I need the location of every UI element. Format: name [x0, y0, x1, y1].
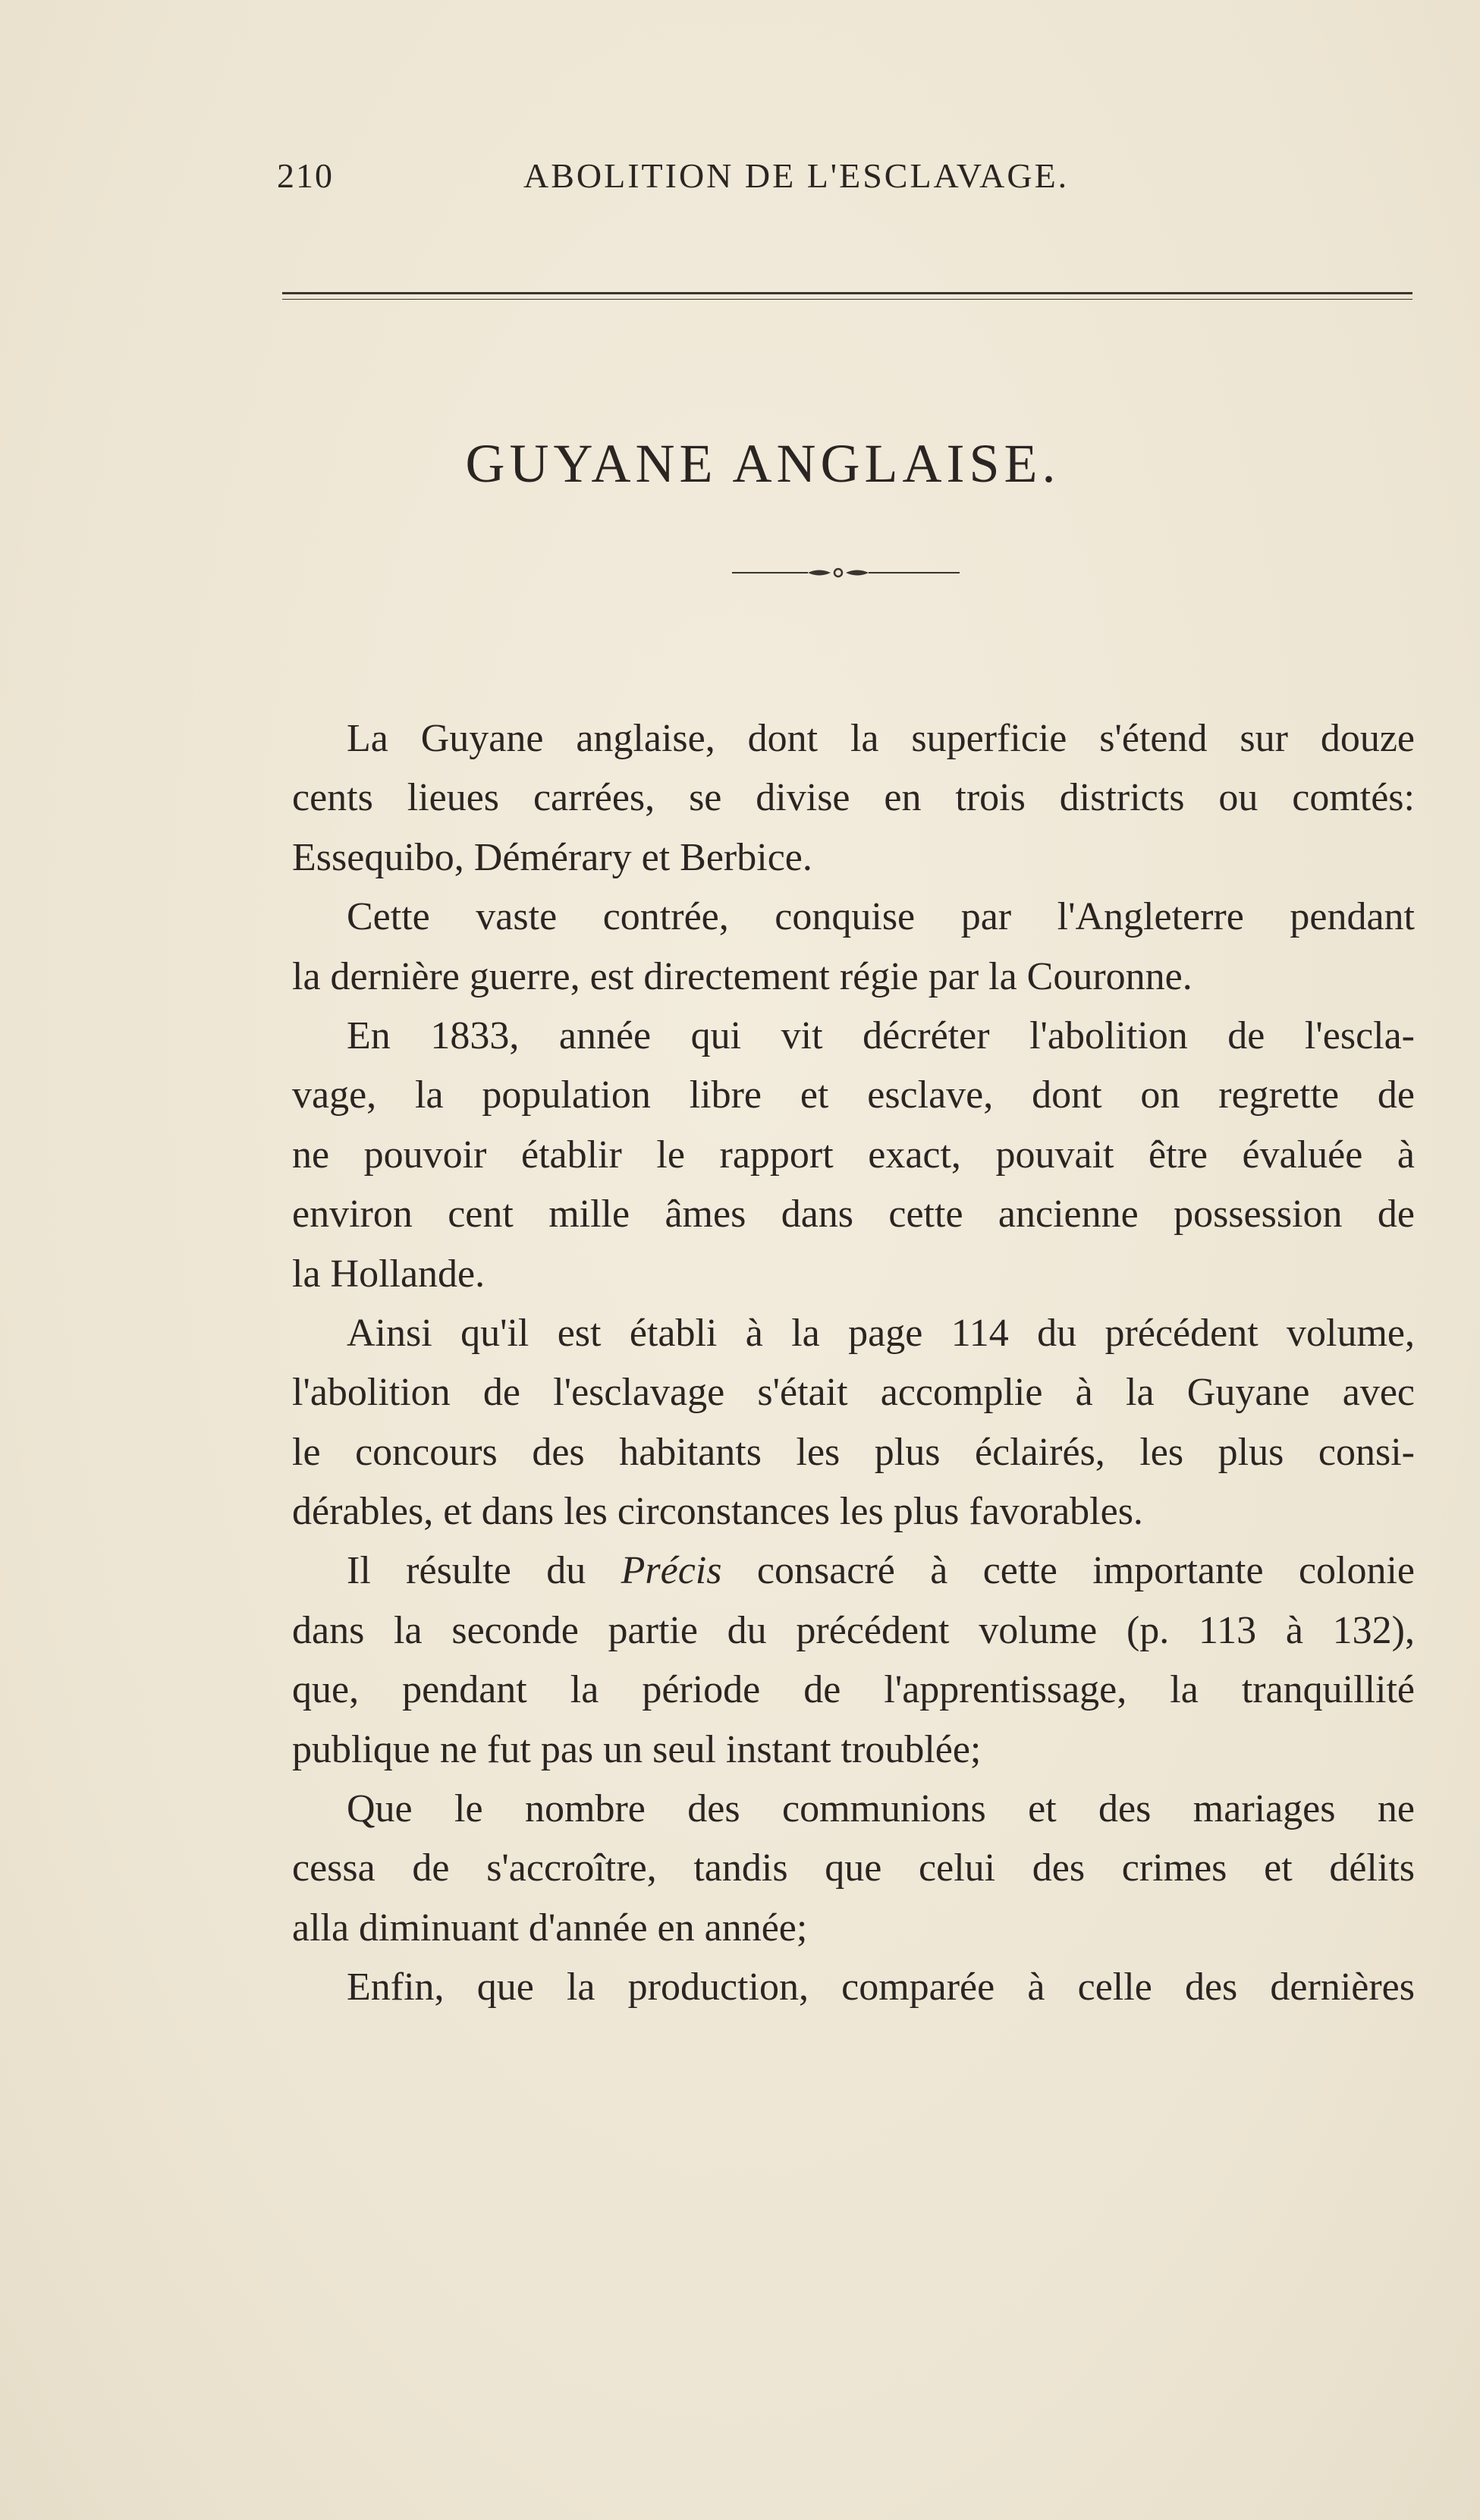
text-line: vage, la population libre et esclave, dont on regrette de: [292, 1073, 1415, 1117]
text-line: dans la seconde partie du précédent volume (p. 113 à 132),: [292, 1608, 1415, 1652]
text-line: [292, 1541, 1415, 1601]
text-line: cents lieues carrées, se divise en trois districts ou comtés:: [292, 776, 1415, 820]
text-line: Que le nombre des communions et des mariages ne: [347, 1787, 1415, 1831]
running-title: ABOLITION DE L'ESCLAVAGE.: [523, 156, 1070, 195]
text-line: la dernière guerre, est directement régie par la Couronne.: [292, 954, 1192, 998]
header-rule: [282, 292, 1412, 300]
text-line: En 1833, année qui vit décréter l'abolition de l'escla-: [347, 1013, 1415, 1057]
text-line: la Hollande.: [292, 1252, 485, 1296]
text-line: que, pendant la période de l'apprentissage, la tranquillité: [292, 1668, 1415, 1712]
running-header: [277, 156, 1218, 209]
text-line: dérables, et dans les circonstances les plus favorables.: [292, 1490, 1143, 1534]
ornament-divider-icon: [732, 561, 960, 584]
text-fragment: consacré à cette importante colonie: [721, 1549, 1415, 1593]
text-line: alla diminuant d'année en année;: [292, 1906, 808, 1950]
text-line: environ cent mille âmes dans cette ancienne possession de: [292, 1192, 1415, 1236]
page-number: 210: [277, 156, 334, 195]
text-line: cessa de s'accroître, tandis que celui des crimes et délits: [292, 1846, 1415, 1890]
text-line: Ainsi qu'il est établi à la page 114 du précédent volume,: [347, 1311, 1415, 1355]
text-line: Enfin, que la production, comparée à celle des dernières: [347, 1965, 1415, 2009]
text-line: Cette vaste contrée, conquise par l'Angleterre pendant: [347, 895, 1415, 939]
body-text: [292, 709, 1415, 2018]
italic-title: Précis: [621, 1549, 722, 1593]
text-line: l'abolition de l'esclavage s'était accomplie à la Guyane avec: [292, 1371, 1415, 1415]
text-line: Essequibo, Démérary et Berbice.: [292, 835, 812, 879]
text-line: ne pouvoir établir le rapport exact, pouvait être évaluée à: [292, 1133, 1415, 1177]
text-fragment: Il résulte du: [347, 1549, 621, 1593]
text-line: le concours des habitants les plus éclairés, les plus consi-: [292, 1430, 1415, 1474]
section-title: GUYANE ANGLAISE.: [465, 433, 1061, 494]
text-line: publique ne fut pas un seul instant troublée;: [292, 1727, 982, 1771]
text-line: La Guyane anglaise, dont la superficie s'étend sur douze: [347, 717, 1415, 760]
